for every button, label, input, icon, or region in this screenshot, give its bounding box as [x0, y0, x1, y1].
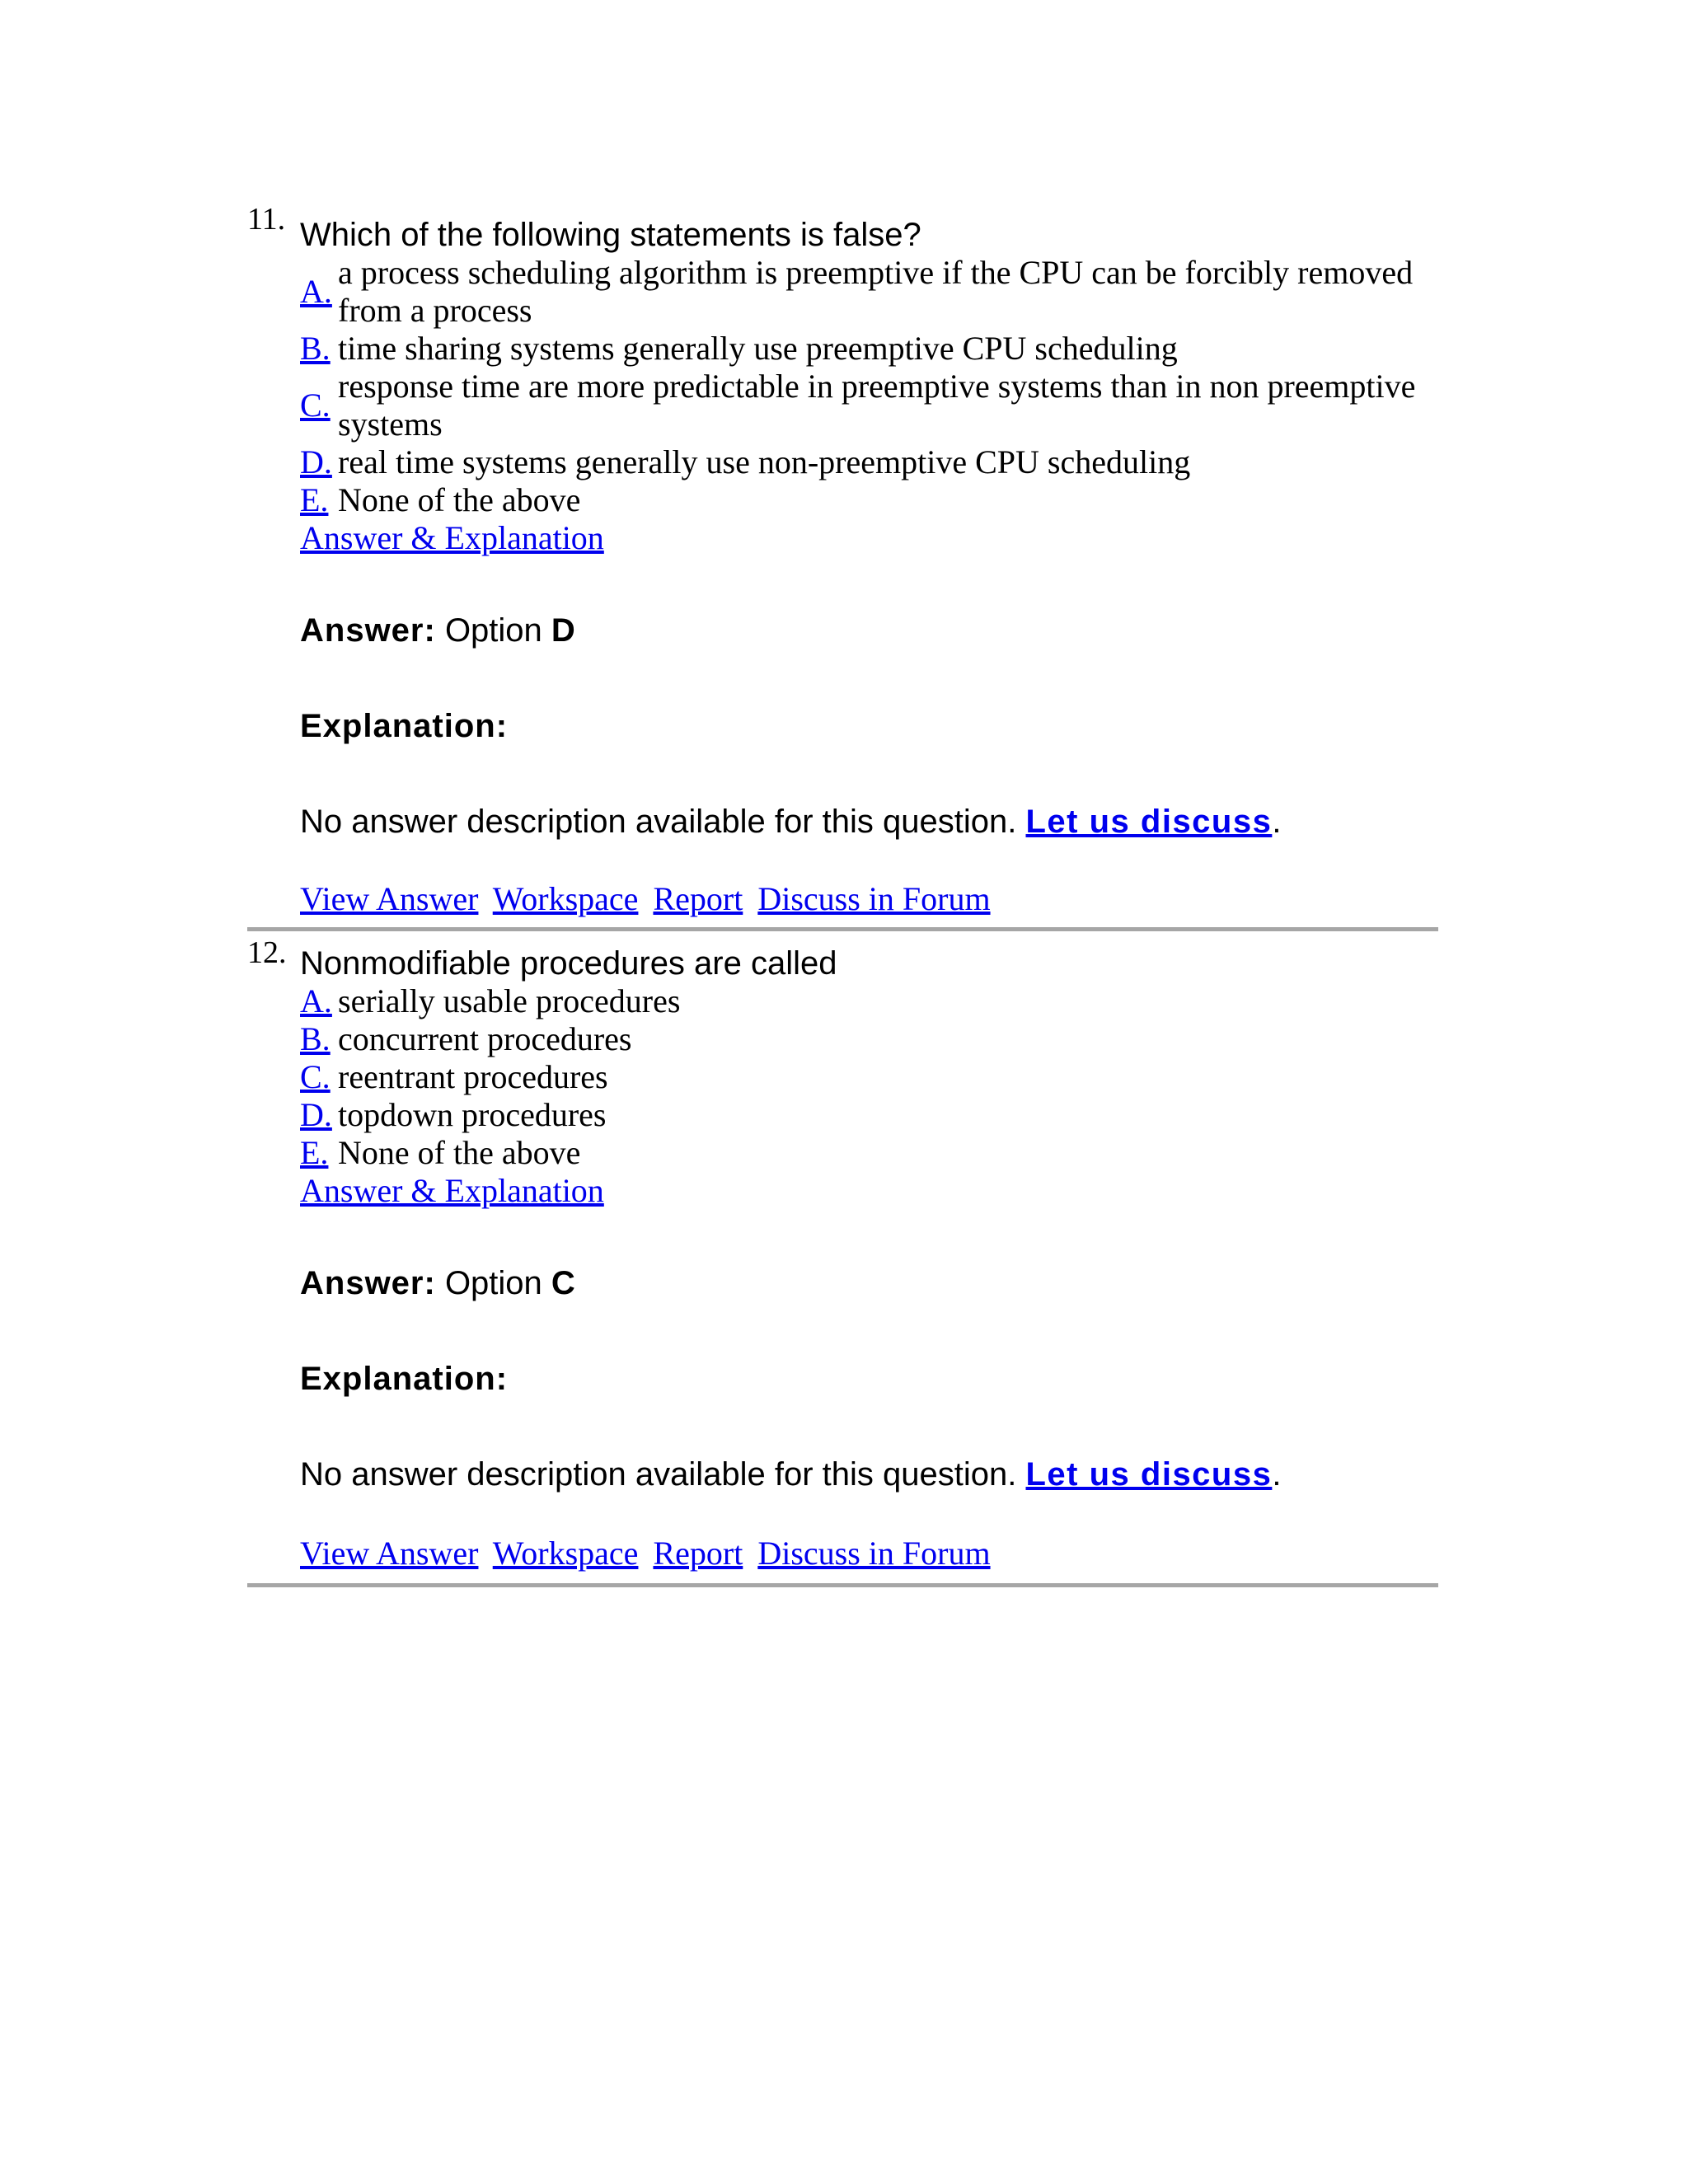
option-a [300, 254, 1437, 330]
question-12 [247, 936, 1438, 1587]
option-b-text: time sharing systems generally use preemptive CPU scheduling [338, 330, 1178, 367]
answer-explanation-link[interactable]: Answer & Explanation [300, 1172, 604, 1209]
answer-line [300, 1264, 575, 1302]
option-b-link[interactable]: B. [300, 1020, 331, 1057]
footer-links [300, 880, 997, 918]
explanation-heading: Explanation: [300, 1361, 509, 1397]
option-a-text: serially usable procedures [338, 982, 681, 1019]
answer-explanation-link[interactable]: Answer & Explanation [300, 519, 604, 556]
answer-line [300, 612, 575, 649]
option-e-text: None of the above [338, 1134, 581, 1171]
question-number: 11. [247, 202, 286, 237]
report-link[interactable]: Report [653, 880, 743, 917]
explanation-period: . [1272, 1456, 1282, 1493]
option-c-text: response time are more predictable in preemptive systems than in non preemptive systems [338, 368, 1416, 443]
explanation-text [300, 1455, 1281, 1493]
question-number: 12. [247, 935, 287, 970]
option-b-text: concurrent procedures [338, 1020, 632, 1057]
discuss-in-forum-link[interactable]: Discuss in Forum [757, 880, 991, 917]
answer-label: Answer: [300, 1265, 436, 1301]
option-a-text: a process scheduling algorithm is preemptive if the CPU can be forcibly removed from a process [338, 254, 1414, 329]
option-e-text: None of the above [338, 481, 581, 518]
explanation-body: No answer description available for this question. [300, 1456, 1017, 1493]
option-e [300, 481, 1437, 519]
question-text: Nonmodifiable procedures are called [300, 945, 837, 982]
view-answer-link[interactable]: View Answer [300, 880, 479, 917]
let-us-discuss-link[interactable]: Let us discuss [1025, 1456, 1273, 1493]
explanation-heading: Explanation: [300, 708, 509, 744]
discuss-in-forum-link[interactable]: Discuss in Forum [757, 1535, 991, 1572]
option-e-link[interactable]: E. [300, 481, 329, 518]
option-e-link[interactable]: E. [300, 1134, 329, 1171]
let-us-discuss-link[interactable]: Let us discuss [1025, 804, 1273, 840]
option-d-link[interactable]: D. [300, 1096, 332, 1133]
footer-links [300, 1535, 997, 1572]
option-b [300, 1020, 1437, 1058]
option-b [300, 330, 1437, 368]
answer-option: C [551, 1265, 575, 1301]
question-text: Which of the following statements is false? [300, 217, 921, 253]
option-c-link[interactable]: C. [300, 387, 331, 424]
answer-option: D [551, 612, 575, 649]
report-link[interactable]: Report [653, 1535, 743, 1572]
answer-label: Answer: [300, 612, 436, 649]
option-c [300, 368, 1437, 443]
option-c [300, 1058, 1437, 1096]
option-d [300, 1096, 1437, 1134]
explanation-text [300, 803, 1281, 841]
workspace-link[interactable]: Workspace [492, 880, 639, 917]
question-11 [247, 203, 1438, 931]
option-e [300, 1134, 1437, 1172]
option-d-text: topdown procedures [338, 1096, 607, 1133]
option-a-link[interactable]: A. [300, 273, 332, 310]
option-d [300, 443, 1437, 481]
option-a-link[interactable]: A. [300, 982, 332, 1019]
workspace-link[interactable]: Workspace [492, 1535, 639, 1572]
option-c-link[interactable]: C. [300, 1058, 331, 1095]
option-c-text: reentrant procedures [338, 1058, 608, 1095]
view-answer-link[interactable]: View Answer [300, 1535, 479, 1572]
option-a [300, 982, 1437, 1020]
explanation-period: . [1272, 804, 1282, 840]
answer-prefix: Option [444, 1265, 542, 1301]
option-d-link[interactable]: D. [300, 443, 332, 480]
explanation-body: No answer description available for this question. [300, 804, 1017, 840]
option-b-link[interactable]: B. [300, 330, 331, 367]
option-d-text: real time systems generally use non-preemptive CPU scheduling [338, 443, 1191, 480]
answer-prefix: Option [444, 612, 542, 649]
